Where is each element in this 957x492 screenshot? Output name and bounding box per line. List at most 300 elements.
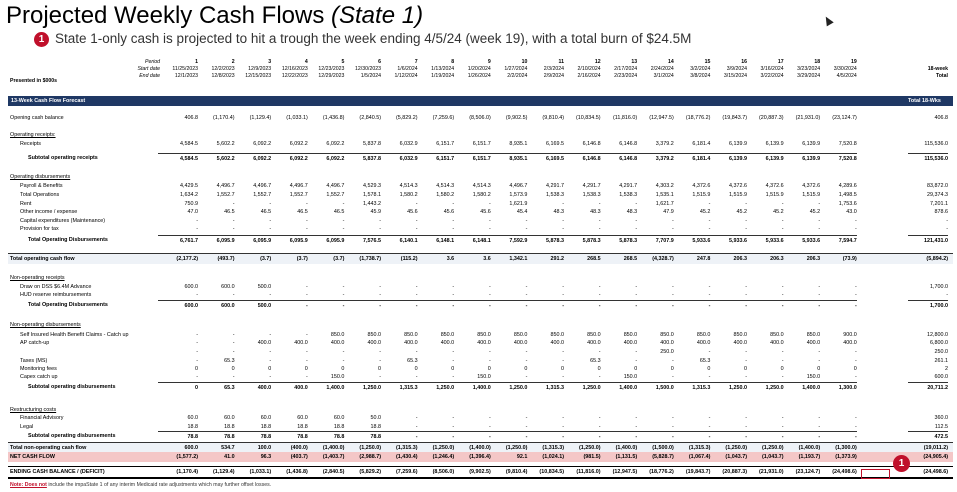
table-cell: 18.8 (333, 424, 345, 430)
table-cell: 46.5 (260, 209, 272, 215)
table-cell: 206.3 (733, 256, 747, 262)
table-cell: 534.7 (221, 445, 235, 451)
row-label: Rent (20, 201, 32, 207)
total-cell: (24,498.6) (923, 469, 948, 475)
table-cell: 4,514.3 (399, 183, 418, 189)
table-cell: 8,935.1 (509, 141, 528, 147)
header-cell: 1/13/2024 (431, 66, 455, 72)
table-cell: - (306, 292, 308, 298)
table-cell: - (525, 226, 528, 232)
table-cell: 18.8 (187, 424, 198, 430)
table-cell: 206.3 (806, 256, 821, 262)
table-cell: - (452, 201, 455, 207)
table-cell: - (525, 358, 528, 364)
table-cell: - (452, 415, 455, 421)
table-cell: - (451, 300, 491, 311)
header-cell: 12/15/2023 (245, 73, 272, 79)
callout-text: State 1-only cash is projected to hit a trough the week ending 4/5/24 (week 19), with a total burn of $24.5M (55, 31, 692, 46)
table-cell: - (232, 374, 235, 380)
annotation-badge: 1 (893, 455, 910, 472)
table-cell: 1,250.0 (487, 382, 527, 393)
header-cell: 2/9/2024 (543, 73, 564, 79)
table-row (8, 253, 953, 264)
table-cell: (20,887.3) (722, 469, 747, 475)
table-cell: (403.7) (290, 454, 308, 460)
table-cell: 18.8 (297, 424, 308, 430)
table-cell: 850.0 (440, 332, 455, 338)
table-cell: - (489, 284, 491, 290)
table-cell: 1,621.9 (509, 201, 528, 207)
table-cell: - (306, 284, 308, 290)
table-cell: 5,933.6 (780, 235, 820, 246)
table-cell: (9,902.5) (469, 469, 491, 475)
total-cell: - (946, 292, 948, 298)
table-cell: 6,139.9 (765, 141, 784, 147)
table-cell: - (525, 424, 528, 430)
table-cell: 46.5 (297, 209, 308, 215)
table-cell: 65.3 (699, 358, 711, 364)
table-cell: - (744, 431, 784, 442)
table-cell: 6,092.2 (326, 141, 345, 147)
table-cell: 1,535.1 (655, 192, 674, 198)
table-cell: - (378, 431, 418, 442)
table-cell: 8,935.1 (487, 153, 527, 164)
total-cell: 115,536.0 (924, 141, 948, 147)
table-cell: - (525, 349, 528, 355)
table-cell: 5,837.8 (341, 153, 381, 164)
table-cell: 5,933.6 (670, 235, 710, 246)
row-label: Payroll & Benefits (20, 183, 63, 189)
table-cell: - (598, 374, 601, 380)
table-cell: - (232, 226, 235, 232)
table-cell: (1,129.4) (249, 115, 272, 121)
table-cell: - (489, 201, 491, 207)
table-cell: 5,878.3 (561, 235, 601, 246)
table-cell: - (672, 424, 674, 430)
table-row (0, 320, 957, 330)
table-cell: 4,372.6 (729, 183, 747, 189)
table-cell: - (306, 201, 308, 207)
table-cell: - (707, 431, 747, 442)
table-cell: - (452, 374, 455, 380)
table-cell: 92.1 (516, 454, 528, 460)
table-cell: 18.8 (260, 424, 272, 430)
row-label: NET CASH FLOW (10, 454, 55, 460)
table-cell: 1,580.2 (472, 192, 491, 198)
table-cell: 48.3 (553, 209, 564, 215)
table-row (0, 372, 957, 382)
table-cell: 78.8 (231, 431, 271, 442)
total-cell: 878.6 (934, 209, 948, 215)
table-cell: (3.7) (333, 256, 345, 262)
header-cell: 11 (558, 59, 564, 65)
table-cell: - (562, 226, 564, 232)
table-cell: 4,529.3 (363, 183, 381, 189)
row-label: Total Operations (20, 192, 60, 198)
header-cell: 17 (777, 59, 784, 65)
table-cell: - (342, 284, 345, 290)
table-cell: (2,177.2) (176, 256, 198, 262)
table-cell: (1,300.0) (835, 445, 857, 451)
table-cell: - (781, 358, 784, 364)
forecast-band (8, 96, 953, 106)
table-cell: 400.0 (231, 382, 271, 393)
table-cell: - (635, 424, 638, 430)
table-cell: 600.0 (195, 300, 235, 311)
table-cell: 600.0 (158, 300, 198, 311)
footnote: Note: Does not include the impaState 1 of any interim Medicaid rate adjustments which may further offset losses. (10, 482, 272, 488)
table-cell: (115.2) (400, 256, 418, 262)
header-cell: 12/1/2023 (174, 73, 198, 79)
table-cell: 400.0 (587, 340, 601, 346)
units-label: Presented in $000s (10, 78, 58, 84)
table-cell: 1,634.2 (180, 192, 198, 198)
table-cell: - (232, 349, 235, 355)
header-cell: 1 (195, 59, 198, 65)
table-cell: 400.0 (696, 340, 711, 346)
table-cell: - (672, 218, 674, 224)
total-cell: (5,894.2) (926, 256, 948, 262)
table-cell: (1,315.3) (688, 445, 711, 451)
table-cell: 6,146.8 (582, 141, 601, 147)
table-cell: - (562, 415, 564, 421)
table-cell: (5,829.2) (359, 469, 381, 475)
header-cell: 12/16/2023 (281, 66, 308, 72)
header-cell: 12/9/2023 (248, 66, 272, 72)
table-cell: (1,430.4) (396, 454, 418, 460)
table-row (0, 113, 957, 123)
table-cell: - (635, 218, 638, 224)
total-cell: 600.0 (934, 374, 948, 380)
table-cell: - (818, 424, 821, 430)
table-cell: - (489, 292, 491, 298)
table-cell: 6,092.2 (231, 153, 271, 164)
table-cell: - (196, 349, 198, 355)
table-cell: (2,988.7) (359, 454, 381, 460)
table-cell: (493.7) (217, 256, 235, 262)
table-cell: 5,602.2 (216, 141, 235, 147)
table-cell: - (415, 349, 418, 355)
table-cell: - (306, 218, 308, 224)
table-cell: - (415, 218, 418, 224)
table-row (8, 452, 953, 462)
table-cell: 0 (231, 366, 235, 372)
table-cell: 5,933.6 (707, 235, 747, 246)
table-row (0, 139, 957, 149)
table-cell: 850.0 (696, 332, 711, 338)
header-cell: 18 (814, 59, 821, 65)
table-cell: (9,810.4) (542, 115, 564, 121)
table-cell: 400.0 (257, 340, 272, 346)
table-cell: 6,092.2 (253, 141, 272, 147)
table-cell: 7,594.7 (817, 235, 857, 246)
table-cell: (1,033.1) (249, 469, 272, 475)
table-cell: 45.2 (809, 209, 821, 215)
header-cell: 4 (304, 59, 308, 65)
table-cell: - (781, 218, 784, 224)
table-cell: 4,496.7 (289, 183, 308, 189)
table-cell: 1,443.2 (363, 201, 381, 207)
table-cell: - (306, 374, 308, 380)
header-cell: 16 (741, 59, 747, 65)
table-cell: 5,878.3 (524, 235, 564, 246)
table-cell: 1,621.7 (655, 201, 674, 207)
header-cell: 12/30/2023 (355, 66, 381, 72)
table-cell: 400.0 (623, 340, 638, 346)
table-cell: 6,092.2 (268, 153, 308, 164)
table-cell: 1,250.0 (707, 382, 747, 393)
table-cell: - (745, 349, 747, 355)
header-cell: 2/3/2024 (543, 66, 564, 72)
table-cell: - (379, 292, 381, 298)
table-cell: - (562, 284, 564, 290)
table-cell: (11,816.0) (576, 469, 601, 475)
table-cell: 400.0 (367, 340, 381, 346)
header-cell: 12/2/2023 (211, 66, 235, 72)
table-cell: (1,436.8) (322, 115, 345, 121)
total-header: 18-week (927, 66, 948, 72)
table-cell: 3,379.2 (655, 141, 674, 147)
table-cell: 1,538.3 (582, 192, 601, 198)
table-cell: - (562, 292, 564, 298)
table-cell: - (634, 431, 674, 442)
row-label: Non-operating disbursements (10, 322, 81, 328)
total-cell: 360.0 (934, 415, 948, 421)
row-label: Operating disbursements (10, 174, 71, 180)
table-cell: 150.0 (806, 374, 821, 380)
table-cell: - (707, 300, 747, 311)
table-cell: 1,400.0 (304, 382, 344, 393)
table-cell: 268.5 (623, 256, 638, 262)
table-cell: 500.0 (257, 284, 272, 290)
table-cell: 1,315.3 (524, 382, 564, 393)
table-cell: 46.5 (224, 209, 235, 215)
table-row (0, 224, 957, 234)
table-cell: 850.0 (806, 332, 821, 338)
table-cell: 6,151.7 (451, 153, 491, 164)
table-cell: 78.8 (195, 431, 235, 442)
table-cell: (1,400.0) (798, 445, 821, 451)
table-cell: - (708, 374, 711, 380)
table-cell: - (745, 424, 747, 430)
table-cell: 3,379.2 (634, 153, 674, 164)
table-cell: 6,761.7 (158, 235, 198, 246)
table-cell: 500.0 (231, 300, 271, 311)
header-cell: 6 (378, 59, 381, 65)
table-cell: - (196, 358, 198, 364)
row-label: Draw on DSS $6.4M Advance (20, 284, 92, 290)
row-label: Provision for tax (20, 226, 59, 232)
table-cell: - (855, 415, 857, 421)
table-cell: - (342, 201, 345, 207)
total-cell: 121,431.0 (908, 235, 948, 246)
table-cell: (2,840.5) (359, 115, 381, 121)
total-cell: 250.0 (934, 349, 948, 355)
header-cell: 2/23/2024 (614, 73, 638, 79)
table-cell: - (781, 349, 784, 355)
table-cell: 41.0 (224, 454, 235, 460)
header-cell: 3 (268, 59, 272, 65)
table-cell: - (415, 374, 418, 380)
table-cell: - (745, 374, 747, 380)
table-cell: - (818, 284, 821, 290)
header-cell: 3/23/2024 (797, 66, 821, 72)
total-cell: 29,374.3 (927, 192, 948, 198)
table-cell: 60.0 (187, 415, 198, 421)
table-cell: - (196, 226, 198, 232)
table-cell: - (561, 431, 601, 442)
table-cell: (20,887.3) (759, 115, 784, 121)
table-cell: 4,496.7 (253, 183, 272, 189)
table-cell: 0 (744, 366, 747, 372)
table-cell: (1,577.2) (176, 454, 198, 460)
table-cell: - (708, 292, 711, 298)
table-cell: - (524, 300, 564, 311)
table-cell: 7,707.9 (634, 235, 674, 246)
table-cell: 1,753.6 (838, 201, 857, 207)
band-total-label: Total 18-Wks (908, 98, 941, 104)
table-cell: 6,139.9 (780, 153, 820, 164)
table-cell: - (855, 284, 857, 290)
table-cell: (9,810.4) (505, 469, 528, 475)
table-cell: - (597, 300, 637, 311)
table-cell: 250.0 (660, 349, 674, 355)
table-cell: 46.5 (333, 209, 345, 215)
table-cell: 0 (597, 366, 601, 372)
table-cell: 600.0 (221, 284, 235, 290)
table-cell: 1,515.9 (692, 192, 711, 198)
table-cell: - (672, 415, 674, 421)
table-cell: 1,250.0 (414, 382, 454, 393)
table-cell: - (379, 284, 381, 290)
table-cell: - (562, 349, 564, 355)
table-cell: - (780, 431, 820, 442)
table-cell: - (818, 415, 821, 421)
table-cell: 0 (451, 366, 455, 372)
table-cell: 6,148.1 (414, 235, 454, 246)
table-cell: - (745, 284, 747, 290)
table-cell: - (196, 374, 198, 380)
table-cell: (1,396.4) (469, 454, 491, 460)
table-cell: - (598, 424, 601, 430)
table-cell: - (635, 201, 638, 207)
table-cell: 65.3 (195, 382, 235, 393)
table-cell: (12,947.5) (649, 115, 674, 121)
table-cell: 7,520.8 (817, 153, 857, 164)
table-cell: 850.0 (367, 332, 381, 338)
total-cell: 406.8 (934, 115, 948, 121)
table-cell: 45.4 (516, 209, 528, 215)
table-cell: (1,436.8) (286, 469, 308, 475)
table-cell: (18,776.2) (685, 115, 711, 121)
table-cell: 1,500.0 (634, 382, 674, 393)
table-cell: - (232, 340, 235, 346)
row-label: Other income / expense (20, 209, 78, 215)
header-cell: 7 (414, 59, 418, 65)
table-cell: - (562, 218, 564, 224)
table-cell: - (598, 292, 601, 298)
table-cell: (11,816.0) (613, 115, 638, 121)
table-cell: 0 (853, 366, 857, 372)
table-cell: 4,429.5 (180, 183, 198, 189)
table-cell: - (379, 374, 381, 380)
header-cell: 14 (668, 59, 674, 65)
table-cell: 6,146.8 (597, 153, 637, 164)
table-cell: 6,140.1 (378, 235, 418, 246)
table-cell: (1,067.4) (688, 454, 711, 460)
table-cell: - (780, 300, 820, 311)
table-cell: 1,250.0 (341, 382, 381, 393)
table-cell: 400.0 (440, 340, 455, 346)
table-row (8, 466, 953, 479)
table-cell: 1,573.9 (509, 192, 528, 198)
table-cell: - (855, 358, 857, 364)
table-cell: 78.8 (341, 431, 381, 442)
table-cell: 400.0 (550, 340, 564, 346)
table-cell: - (342, 218, 345, 224)
table-cell: (23,124.7) (832, 115, 857, 121)
header-cell: 8 (451, 59, 455, 65)
table-cell: (21,931.0) (795, 115, 821, 121)
table-cell: (12,947.5) (612, 469, 638, 475)
table-cell: - (268, 300, 308, 311)
table-cell: 78.8 (304, 431, 344, 442)
table-row (0, 300, 957, 310)
table-cell: 6,151.7 (414, 153, 454, 164)
table-cell: - (269, 218, 272, 224)
table-cell: 60.0 (333, 415, 345, 421)
table-cell: 850.0 (513, 332, 528, 338)
table-cell: 1,250.0 (561, 382, 601, 393)
total-cell: 12,800.0 (927, 332, 948, 338)
table-cell: 850.0 (770, 332, 784, 338)
table-cell: 850.0 (477, 332, 491, 338)
table-cell: - (561, 300, 601, 311)
table-cell: 1,515.9 (729, 192, 747, 198)
table-cell: 6,092.2 (304, 153, 344, 164)
table-cell: - (598, 349, 601, 355)
table-cell: 6,151.7 (472, 141, 491, 147)
callout-badge: 1 (34, 32, 49, 47)
table-cell: 0 (378, 366, 381, 372)
table-row (0, 431, 957, 441)
table-cell: - (708, 424, 711, 430)
table-cell: - (781, 292, 784, 298)
table-cell: 18.8 (370, 424, 381, 430)
table-cell: 150.0 (330, 374, 345, 380)
table-cell: 4,303.2 (655, 183, 674, 189)
table-cell: - (781, 226, 784, 232)
row-label: Taxes (MS) (20, 358, 48, 364)
table-cell: 78.8 (268, 431, 308, 442)
band-title: 13-Week Cash Flow Forecast (11, 98, 86, 104)
table-cell: 7,576.5 (341, 235, 381, 246)
table-cell: - (672, 226, 674, 232)
table-row (0, 382, 957, 392)
table-cell: 850.0 (733, 332, 747, 338)
table-cell: 3.6 (483, 256, 491, 262)
row-label: Total Operating Disbursements (28, 302, 108, 308)
table-cell: - (415, 415, 418, 421)
table-cell: 400.0 (806, 340, 821, 346)
table-cell: 48.3 (590, 209, 601, 215)
table-cell: 1,580.2 (436, 192, 455, 198)
total-cell: 1,700.0 (908, 300, 948, 311)
table-cell: 4,289.6 (838, 183, 857, 189)
table-cell: (21,931.0) (759, 469, 784, 475)
table-cell: (9,902.5) (505, 115, 528, 121)
table-cell: 0 (817, 366, 821, 372)
